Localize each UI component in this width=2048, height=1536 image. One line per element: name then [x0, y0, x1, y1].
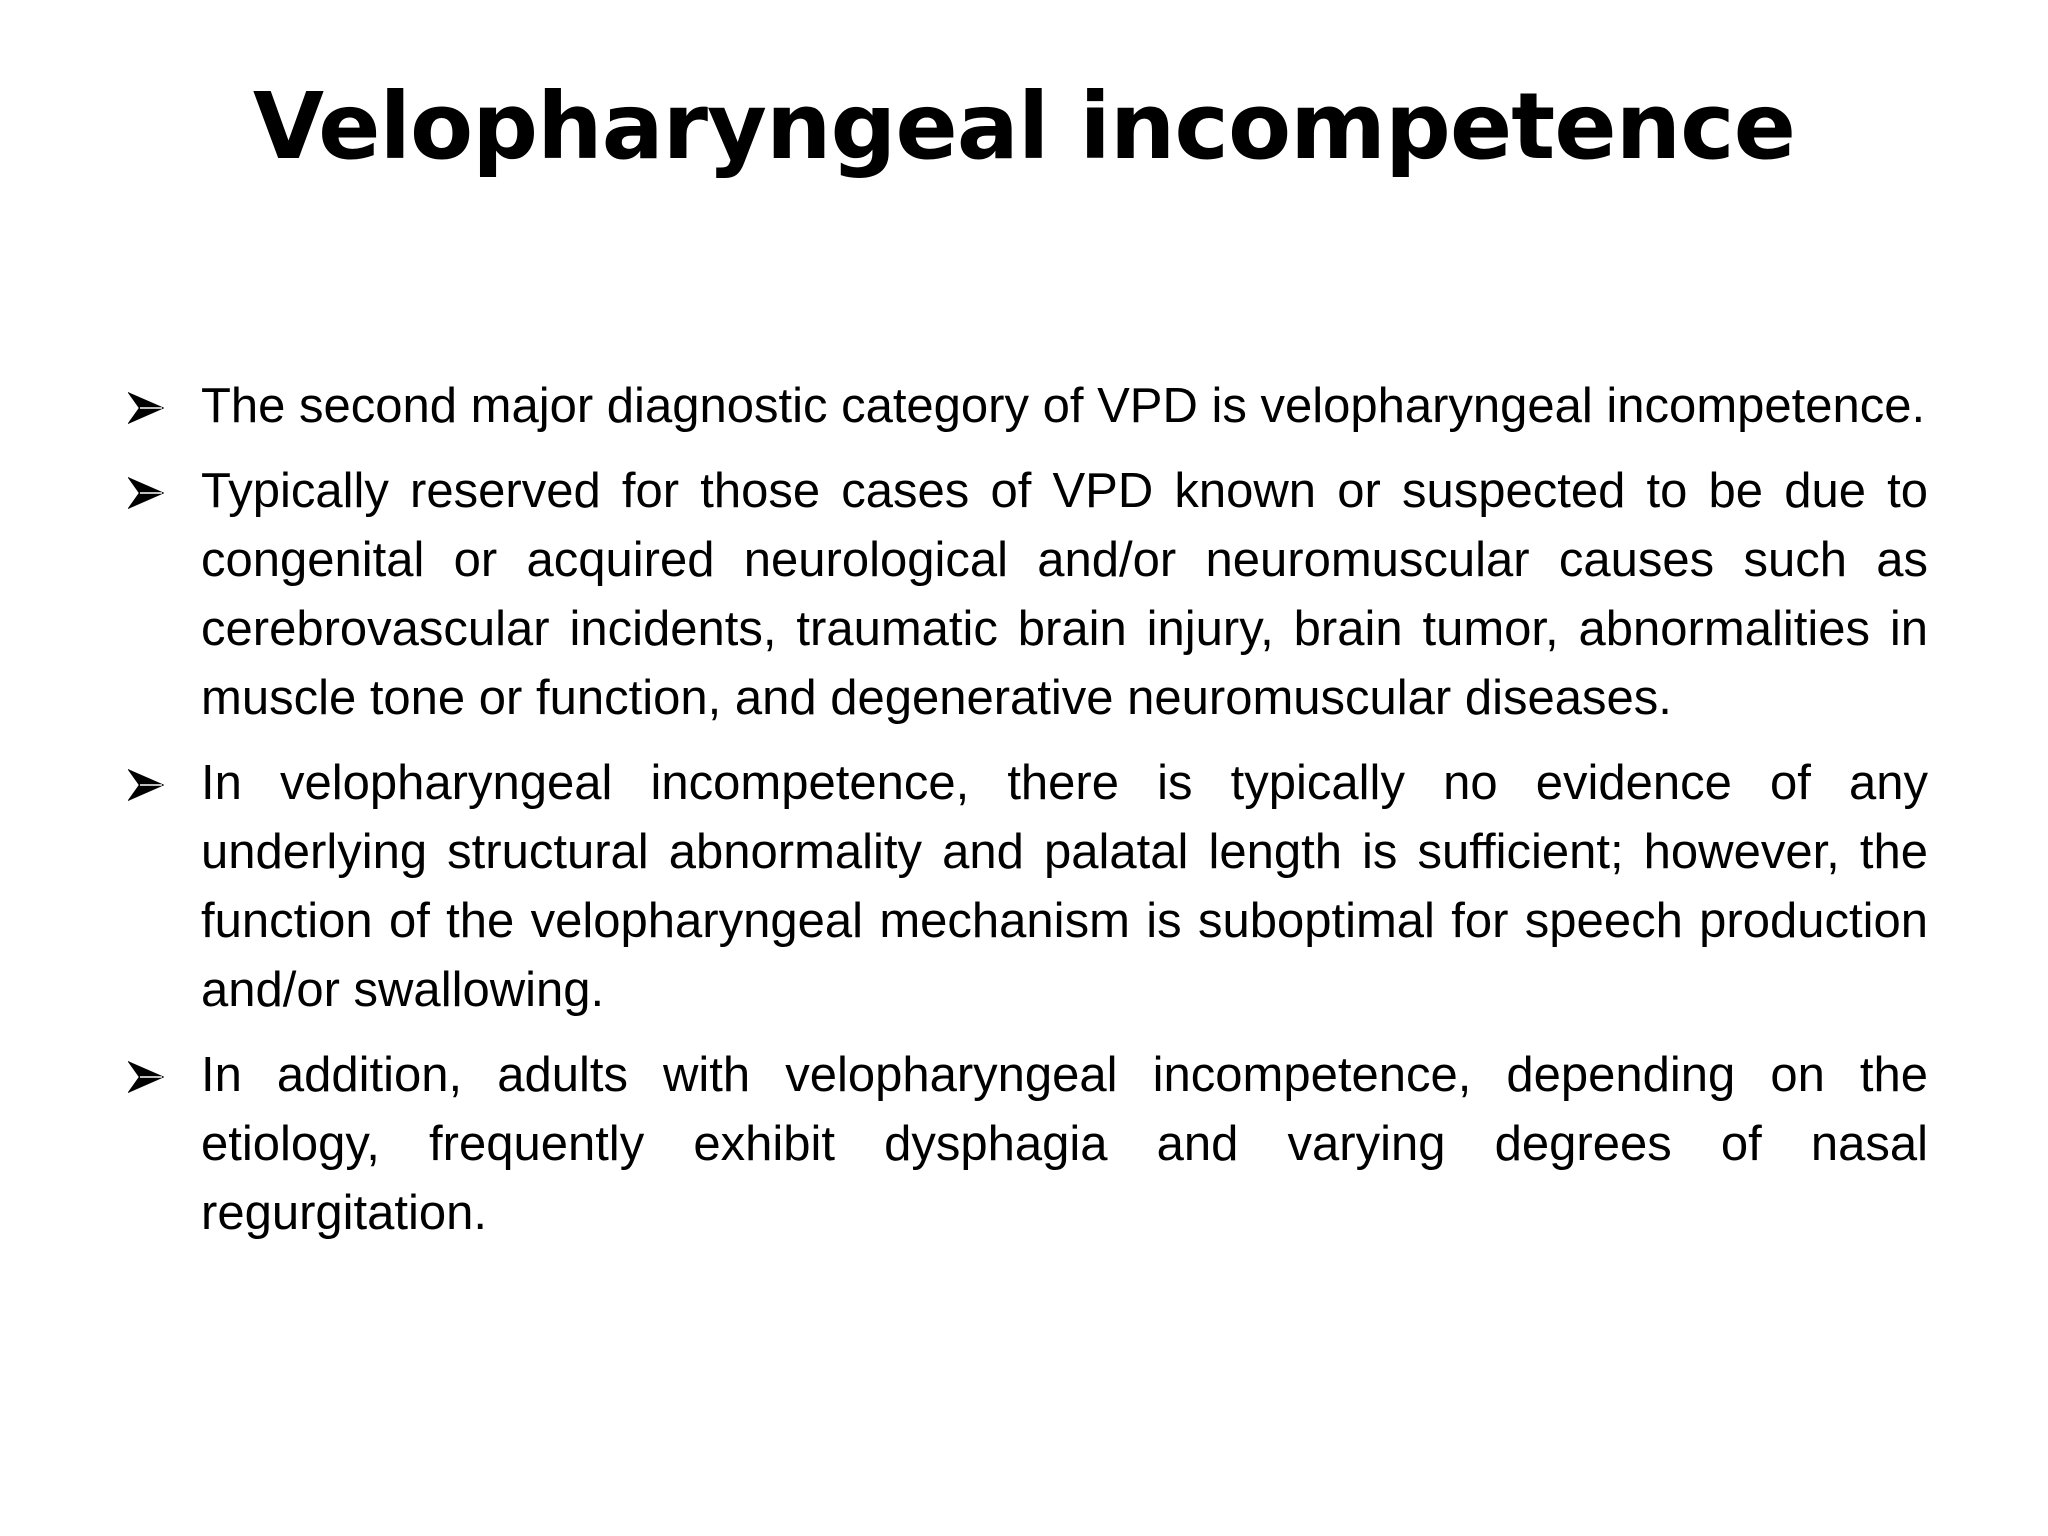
bullet-text: Typically reserved for those cases of VPD known or suspected to be due to congenital or acquired neurological and/or neuromuscular causes such as cerebrovascular incidents, traumatic brain injury, brain tumor, abnormalities in muscle tone or function, and degenerative neuromuscular diseases.: [201, 464, 1928, 725]
bullet-item: [128, 1041, 1928, 1248]
bullet-text: In addition, adults with velopharyngeal incompetence, depending on the etiology, frequently exhibit dysphagia and varying degrees of nasal regurgitation.: [201, 1048, 1928, 1240]
bullet-item: [128, 749, 1928, 1025]
bullet-item: [128, 457, 1928, 733]
bullet-text: In velopharyngeal incompetence, there is typically no evidence of any underlying structural abnormality and palatal length is sufficient; however, the function of the velopharyngeal mechanism is suboptimal for speech production and/or swallowing.: [201, 756, 1928, 1017]
bullet-list: [128, 372, 1928, 1264]
bullet-item: [128, 372, 1928, 441]
arrowhead-bullet-icon: [128, 477, 164, 509]
arrowhead-bullet-icon: [128, 392, 164, 424]
bullet-text: The second major diagnostic category of VPD is velopharyngeal incompetence.: [201, 379, 1926, 433]
slide-title: Velopharyngeal incompetence: [252, 73, 1796, 180]
arrowhead-bullet-icon: [128, 769, 164, 801]
arrowhead-bullet-icon: [128, 1061, 164, 1093]
